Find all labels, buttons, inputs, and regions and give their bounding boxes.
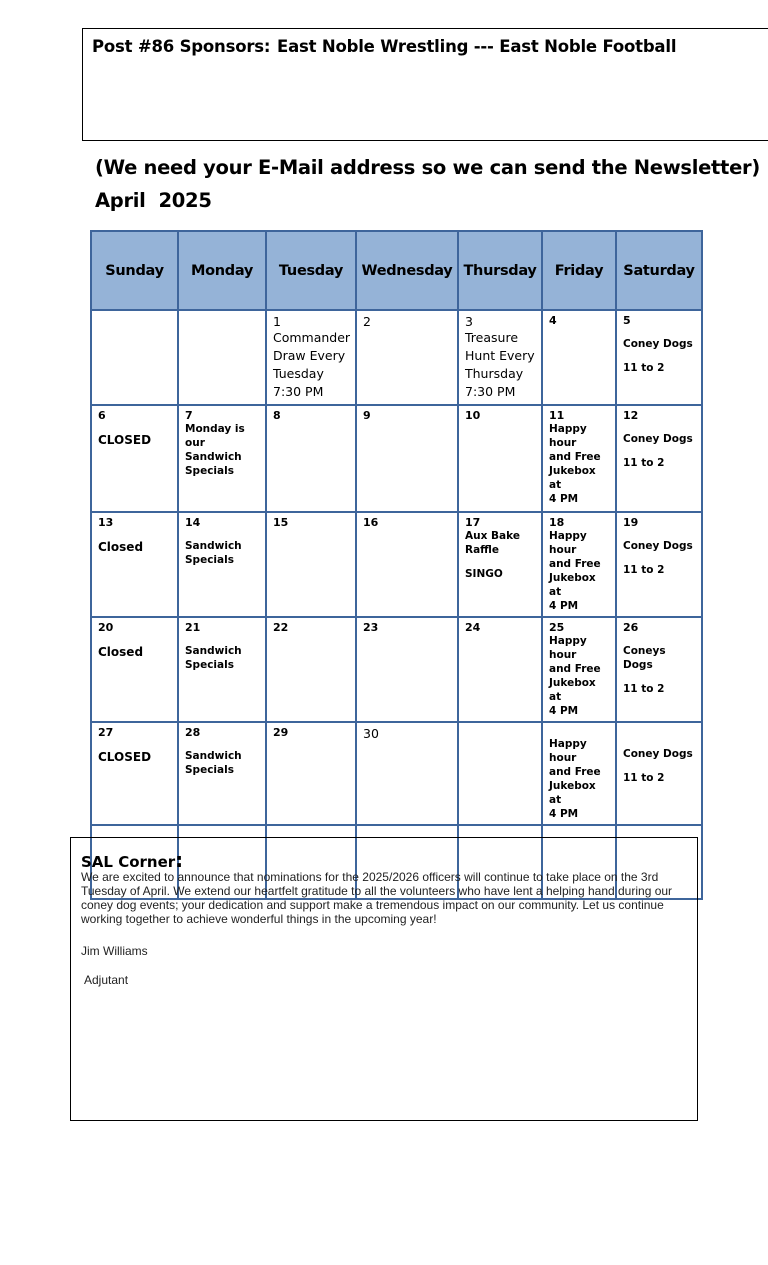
event-line: Sandwich [185,750,242,762]
month-title: April 2025 [95,189,212,212]
calendar-table [90,230,703,900]
day-number: 11 [549,409,565,422]
event-line: Treasure [465,330,519,345]
day-cell-12 [616,405,702,512]
day-number: 28 [185,726,201,739]
day-cell-21 [178,617,266,722]
day-number: 19 [623,516,639,529]
event-line: 11 to 2 [623,362,665,374]
day-cell-18 [542,512,616,617]
event-line: Coney Dogs [623,338,693,350]
event-line: Happy hour [549,635,587,661]
day-number: 22 [273,621,289,634]
event-line: Happy hour [549,530,587,556]
day-header-wednesday: Wednesday [356,231,458,310]
day-cell-11 [542,405,616,512]
calendar-week-1 [91,310,702,405]
day-cell-30 [356,722,458,825]
sponsors-value: East Noble Wrestling --- East Noble Football [277,37,677,56]
day-number: 24 [465,621,481,634]
event-line: 4 PM [549,600,579,612]
sal-title-colon: : [175,848,184,872]
day-number: 18 [549,516,565,529]
day-number: 25 [549,621,565,634]
day-header-tuesday: Tuesday [266,231,356,310]
calendar-week-4 [91,617,702,722]
event-line: Coney Dogs [623,433,693,445]
event-line: SINGO [465,568,503,580]
calendar-week-5 [91,722,702,825]
day-number: 30 [363,726,379,741]
day-cell-23 [356,617,458,722]
event-line: Happy hour [549,423,587,449]
day-cell-17 [458,512,542,617]
day-number: 10 [465,409,481,422]
sal-corner-body: We are excited to announce that nominations for the 2025/2026 officers will continue to take place on the 3rd Tuesday of April. We extend our heartfelt gratitude to all the volunteers who have lent a helping hand during our coney dog events; your dedication and support make a tremendous impact on our community. Let us continue working together to achieve wonderful things in the upcoming year! [81,870,673,926]
event-line: Monday is [185,423,245,435]
event-line: Closed [98,540,144,554]
event-line: 11 to 2 [623,683,665,695]
day-cell-empty [178,310,266,405]
day-cell-2 [356,310,458,405]
day-cell-29 [266,722,356,825]
event-line: Tuesday [273,366,324,381]
event-line: Jukebox at [549,677,596,703]
day-header-saturday: Saturday [616,231,702,310]
event-line: CLOSED [98,433,152,447]
day-number: 17 [465,516,481,529]
day-number: 4 [549,314,557,327]
event-line: Sandwich [185,645,242,657]
event-line: Coney Dogs [623,540,693,552]
event-line: 7:30 PM [273,384,324,399]
event-line: 4 PM [549,808,579,820]
event-line: and Free [549,451,601,463]
event-line: Draw Every [273,348,346,363]
event-line: 11 to 2 [623,564,665,576]
day-cell-9 [356,405,458,512]
day-number: 3 [465,314,473,329]
day-number: 20 [98,621,114,634]
day-cell-16 [356,512,458,617]
day-header-friday: Friday [542,231,616,310]
day-number: 5 [623,314,631,327]
day-header-thursday: Thursday [458,231,542,310]
event-line: Jukebox at [549,572,596,598]
day-cell-13 [91,512,178,617]
day-number: 8 [273,409,281,422]
event-line: 4 PM [549,493,579,505]
day-number: 27 [98,726,114,739]
day-number: 9 [363,409,371,422]
event-line: Aux Bake [465,530,520,542]
day-cell-7 [178,405,266,512]
day-cell-20 [91,617,178,722]
day-cell-14 [178,512,266,617]
event-line: Thursday [465,366,524,381]
day-header-monday: Monday [178,231,266,310]
event-line: Closed [98,645,144,659]
day-header-sunday: Sunday [91,231,178,310]
sal-corner-box [70,837,698,1121]
event-line: Specials [185,554,234,566]
day-cell-5 [616,310,702,405]
event-line: and Free [549,766,601,778]
day-number: 6 [98,409,106,422]
calendar-header-row [91,231,702,310]
day-cell-25 [542,617,616,722]
event-line: Specials [185,659,234,671]
sal-corner-title [81,848,183,872]
day-cell-19 [616,512,702,617]
event-line: Commander [273,330,351,345]
day-cell-3 [458,310,542,405]
day-cell-15 [266,512,356,617]
event-line: 11 to 2 [623,457,665,469]
day-number: 16 [363,516,379,529]
event-line: Jukebox at [549,465,596,491]
day-cell-10 [458,405,542,512]
day-cell-24 [458,617,542,722]
day-number: 1 [273,314,281,329]
event-line: Raffle [465,544,500,556]
day-cell-28 [178,722,266,825]
day-number: 14 [185,516,201,529]
day-cell-empty [91,310,178,405]
day-number: 15 [273,516,289,529]
calendar-week-2 [91,405,702,512]
day-cell-27 [91,722,178,825]
event-line: Happy hour [549,738,587,764]
sal-signature: Jim Williams [81,944,148,958]
day-cell-saturday-week-5 [616,722,702,825]
day-cell-friday-week-5 [542,722,616,825]
event-line: Specials [185,764,234,776]
day-number: 29 [273,726,289,739]
event-line: and Free [549,663,601,675]
event-line: our Sandwich [185,437,242,463]
day-cell-26 [616,617,702,722]
day-number: 23 [363,621,379,634]
calendar-week-3 [91,512,702,617]
day-cell-6 [91,405,178,512]
day-number: 26 [623,621,639,634]
event-line: 7:30 PM [465,384,516,399]
day-number: 7 [185,409,193,422]
event-line: CLOSED [98,750,152,764]
day-number: 12 [623,409,639,422]
event-line: Hunt Every [465,348,535,363]
sponsors-label: Post #86 Sponsors: [92,37,271,56]
event-line: 11 to 2 [623,772,665,784]
sponsor-box [82,28,768,141]
event-line: Coney Dogs [623,748,693,760]
event-line: and Free [549,558,601,570]
event-line: Specials [185,465,234,477]
day-cell-22 [266,617,356,722]
event-line: Sandwich [185,540,242,552]
event-line: Jukebox at [549,780,596,806]
email-request-headline: (We need your E-Mail address so we can send the Newsletter) [95,156,760,179]
day-cell-8 [266,405,356,512]
event-line: Coneys Dogs [623,645,666,671]
day-cell-1 [266,310,356,405]
sal-role: Adjutant [84,973,129,987]
day-number: 21 [185,621,201,634]
day-cell-4 [542,310,616,405]
event-line: 4 PM [549,705,579,717]
day-cell-empty [458,722,542,825]
sal-title-text: SAL Corner [81,853,176,871]
day-number: 13 [98,516,114,529]
day-number: 2 [363,314,371,329]
